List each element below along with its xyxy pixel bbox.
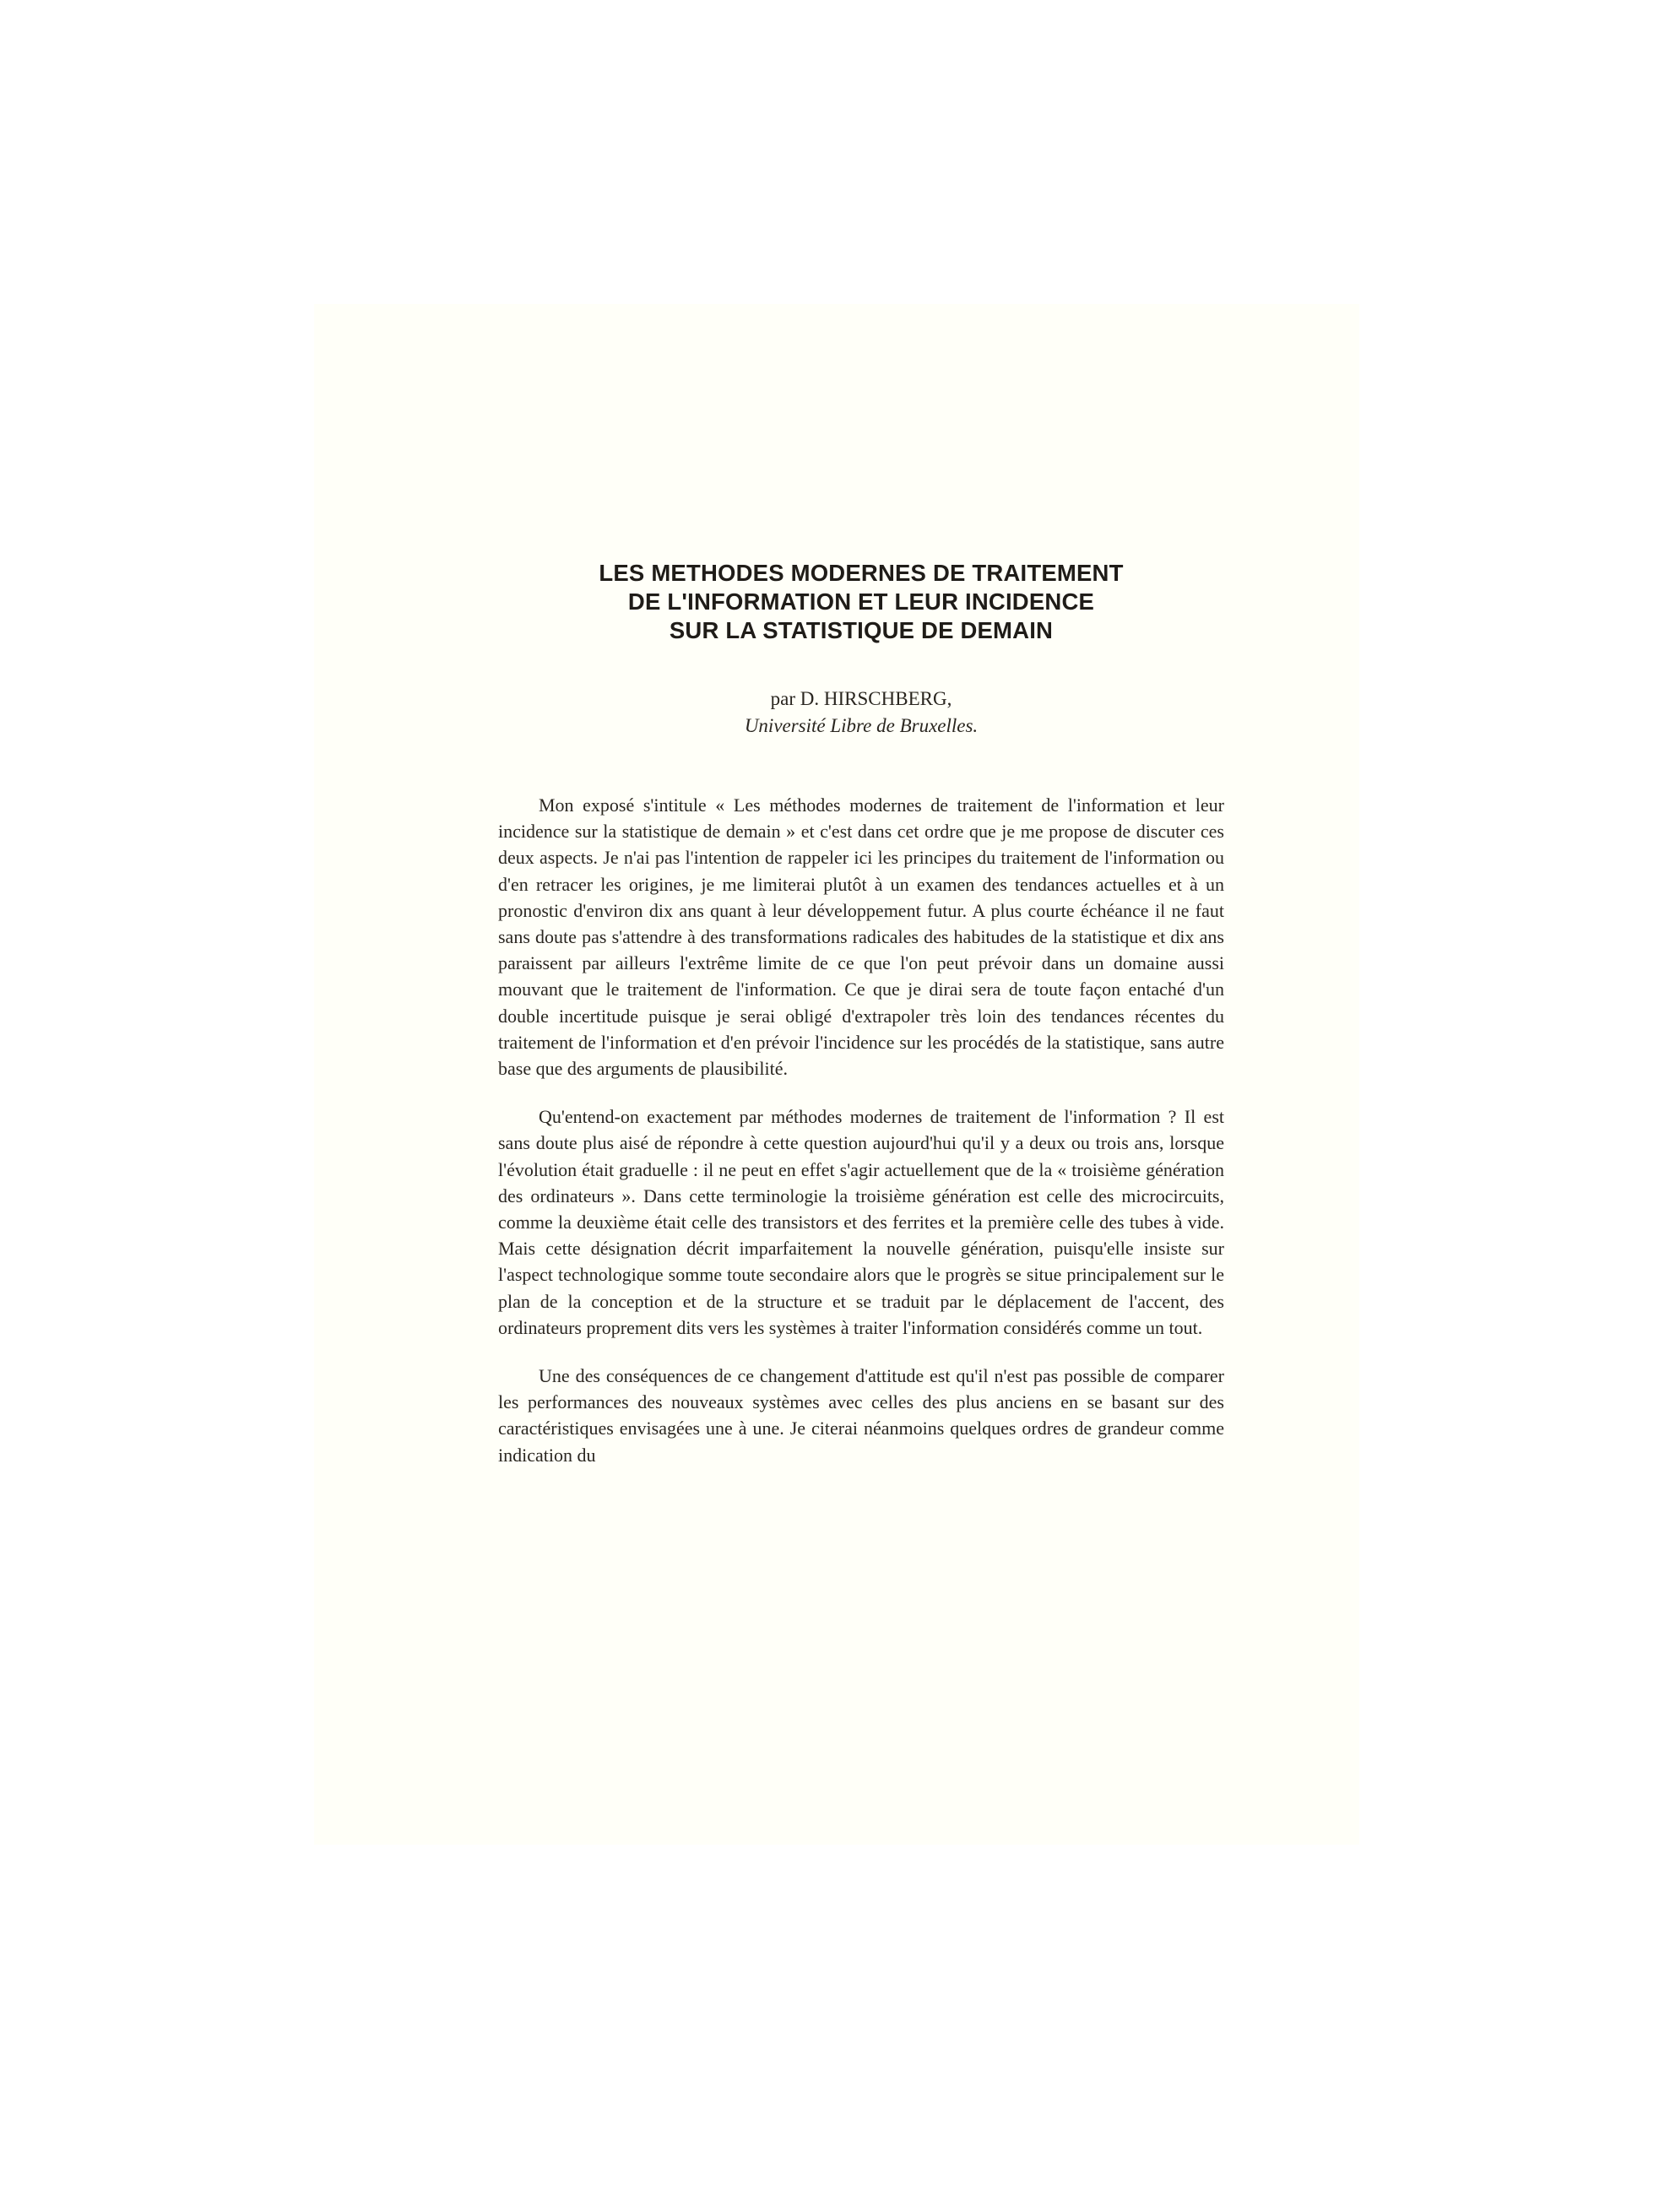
article-title (498, 559, 1224, 645)
byline (498, 686, 1224, 740)
title-line-2: DE L'INFORMATION ET LEUR INCIDENCE (627, 588, 1095, 615)
author-affiliation: Université Libre de Bruxelles. (744, 715, 979, 736)
paragraph-3: Une des conséquences de ce changement d'attitude est qu'il n'est pas possible de comparer les performances des nouveaux systèmes avec celles des plus anciens en se basant sur des caractéristiques envisagées une à une. Je citerai néanmoins quelques ordres de grandeur comme indication du (498, 1365, 1224, 1466)
title-line-3: SUR LA STATISTIQUE DE DEMAIN (669, 617, 1054, 643)
paragraph-2: Qu'entend-on exactement par méthodes modernes de traitement de l'information ? Il est sans doute plus aisé de répondre à cette question aujourd'hui qu'il y a deux ou trois ans, lorsque l'évolution était graduelle : il ne peut en effet s'agir actuellement que de la « troisième génération des ordinateurs ». Dans cette terminologie la troisième génération est celle des microcircuits, comme la deuxième était celle des transistors et des ferrites et la première celle des tubes à vide. Mais cette désignation décrit imparfaitement la nouvelle génération, puisqu'elle insiste sur l'aspect technologique somme toute secondaire alors que le progrès se situe principalement sur le plan de la conception et de la structure et se traduit par le déplacement de l'accent, des ordinateurs proprement dits vers les systèmes à traiter l'information considérés comme un tout. (498, 1106, 1224, 1338)
article-body (498, 792, 1224, 1468)
article (498, 540, 1224, 1490)
author-name: par D. HIRSCHBERG, (770, 688, 952, 709)
title-line-1: LES METHODES MODERNES DE TRAITEMENT (599, 560, 1124, 586)
paragraph-1: Mon exposé s'intitule « Les méthodes modernes de traitement de l'information et leur incidence sur la statistique de demain » et c'est dans cet ordre que je me propose de discuter ces deux aspects. Je n'ai pas l'intention de rappeler ici les principes du traitement de l'information ou d'en retracer les origines, je me limiterai plutôt à un examen des tendances actuelles et à un pronostic d'environ dix ans quant à leur développement futur. A plus courte échéance il ne faut sans doute pas s'attendre à des transformations radicales des habitudes de la statistique et dix ans paraissent par ailleurs l'extrême limite de ce que l'on peut prévoir dans un domaine aussi mouvant que le traitement de l'information. Ce que je dirai sera de toute façon entaché d'un double incertitude puisque je serai obligé d'extrapoler très loin des tendances récentes du traitement de l'information et d'en prévoir l'incidence sur les procédés de la statistique, sans autre base que des arguments de plausibilité. (498, 794, 1224, 1080)
